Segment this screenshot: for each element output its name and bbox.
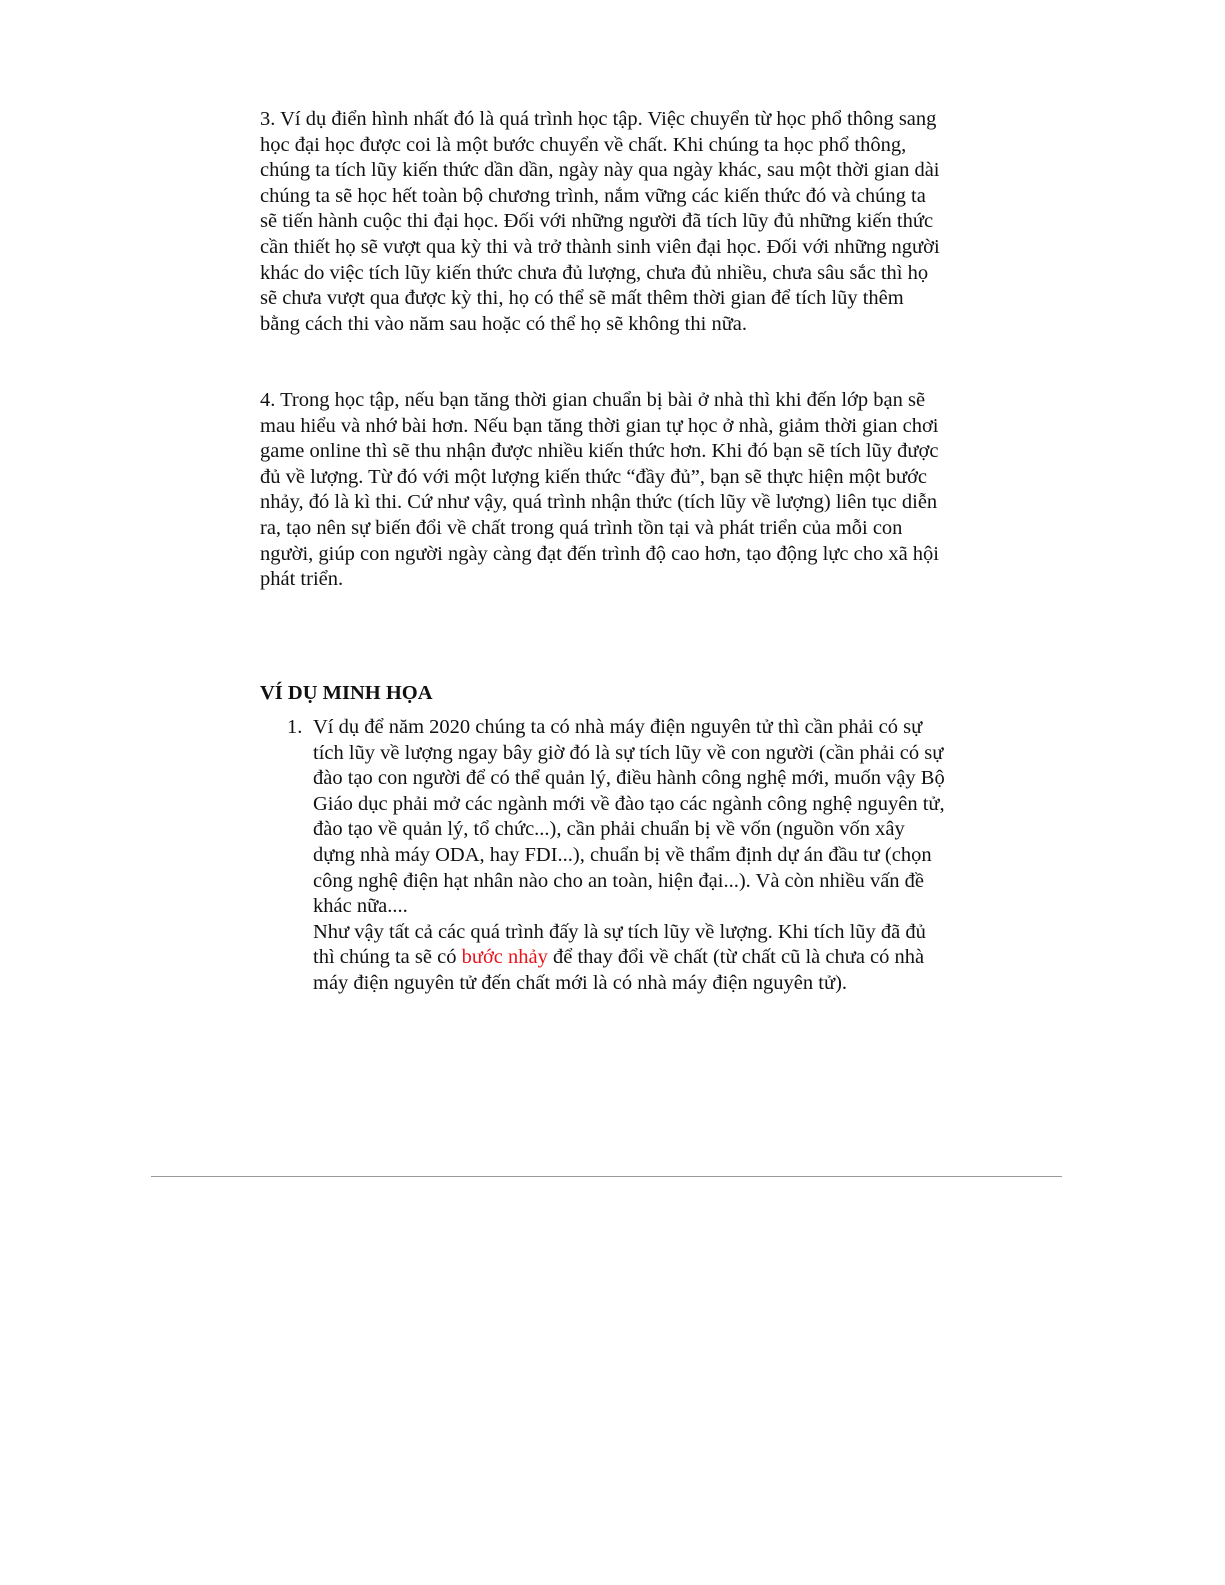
list-item-number: 1. (287, 716, 303, 738)
section-heading: VÍ DỤ MINH HỌA (260, 682, 433, 704)
paragraph-line: 4. Trong học tập, nếu bạn tăng thời gian chuẩn bị bài ở nhà thì khi đến lớp bạn sẽ (260, 389, 926, 411)
list-item-line: công nghệ điện hạt nhân nào cho an toàn, hiện đại...). Và còn nhiều vấn đề (313, 869, 925, 892)
paragraph-line: phát triển. (260, 568, 344, 591)
paragraph-example-4 (260, 388, 939, 593)
paragraph-line: chúng ta sẽ học hết toàn bộ chương trình, nắm vững các kiến thức đó và chúng ta (260, 184, 926, 207)
paragraph-example-3 (260, 107, 940, 337)
paragraph-line: đủ về lượng. Từ đó với một lượng kiến thức “đầy đủ”, bạn sẽ thực hiện một bước (260, 465, 928, 488)
list-item (260, 715, 980, 997)
paragraph-line: nhảy, đó là kì thi. Cứ như vậy, quá trình nhận thức (tích lũy về lượng) liên tục diễn (260, 491, 938, 514)
list-item-line: máy điện nguyên tử đến chất mới là có nhà máy điện nguyên tử). (313, 971, 848, 994)
list-item-line: đào tạo con người để có thể quản lý, điều hành công nghệ mới, muốn vậy Bộ (313, 767, 945, 790)
paragraph-line: ra, tạo nên sự biến đổi về chất trong quá trình tồn tại và phát triển của mỗi con (260, 516, 903, 539)
line-text-before: thì chúng ta sẽ có (313, 946, 462, 969)
list-item-line: Như vậy tất cả các quá trình đấy là sự tích lũy về lượng. Khi tích lũy đã đủ (313, 920, 926, 943)
paragraph-line: sẽ tiến hành cuộc thi đại học. Đối với những người đã tích lũy đủ những kiến thức (260, 210, 934, 233)
paragraph-line: học đại học được coi là một bước chuyển về chất. Khi chúng ta học phổ thông, (260, 133, 907, 156)
line-text-after: để thay đổi về chất (từ chất cũ là chưa có nhà (547, 946, 925, 969)
paragraph-line: chúng ta tích lũy kiến thức dần dần, ngày này qua ngày khác, sau một thời gian dài (260, 159, 940, 182)
paragraph-line: 3. Ví dụ điển hình nhất đó là quá trình học tập. Việc chuyển từ học phổ thông sang (260, 108, 937, 130)
page-divider (151, 1176, 1062, 1177)
paragraph-line: mau hiểu và nhớ bài hơn. Nếu bạn tăng thời gian tự học ở nhà, giảm thời gian chơi (260, 414, 939, 437)
paragraph-line: cần thiết họ sẽ vượt qua kỳ thi và trở thành sinh viên đại học. Đối với những người (260, 235, 940, 258)
list-item-line: khác nữa.... (313, 895, 408, 918)
list-item-line: Giáo dục phải mở các ngành mới về đào tạo các ngành công nghệ nguyên tử, (313, 792, 945, 815)
list-item-line-with-highlight (313, 945, 980, 971)
list-item-line: dựng nhà máy ODA, hay FDI...), chuẩn bị về thẩm định dự án đầu tư (chọn (313, 843, 932, 866)
list-item-line: đào tạo về quản lý, tổ chức...), cần phải chuẩn bị về vốn (nguồn vốn xây (313, 818, 905, 841)
paragraph-line: sẽ chưa vượt qua được kỳ thi, họ có thể sẽ mất thêm thời gian để tích lũy thêm (260, 287, 904, 310)
highlighted-phrase: bước nhảy (461, 946, 548, 969)
paragraph-line: bằng cách thi vào năm sau hoặc có thể họ sẽ không thi nữa. (260, 312, 748, 335)
paragraph-line: người, giúp con người ngày càng đạt đến trình độ cao hơn, tạo động lực cho xã hội (260, 542, 940, 565)
list-item-line: Ví dụ để năm 2020 chúng ta có nhà máy điện nguyên tử thì cần phải có sự (313, 716, 923, 738)
paragraph-line: game online thì sẽ thu nhận được nhiều kiến thức hơn. Khi đó bạn sẽ tích lũy được (260, 440, 939, 463)
paragraph-line: khác do việc tích lũy kiến thức chưa đủ lượng, chưa đủ nhiều, chưa sâu sắc thì họ (260, 261, 929, 284)
example-list (260, 715, 980, 997)
list-item-line: tích lũy về lượng ngay bây giờ đó là sự tích lũy về con người (cần phải có sự (313, 741, 944, 764)
